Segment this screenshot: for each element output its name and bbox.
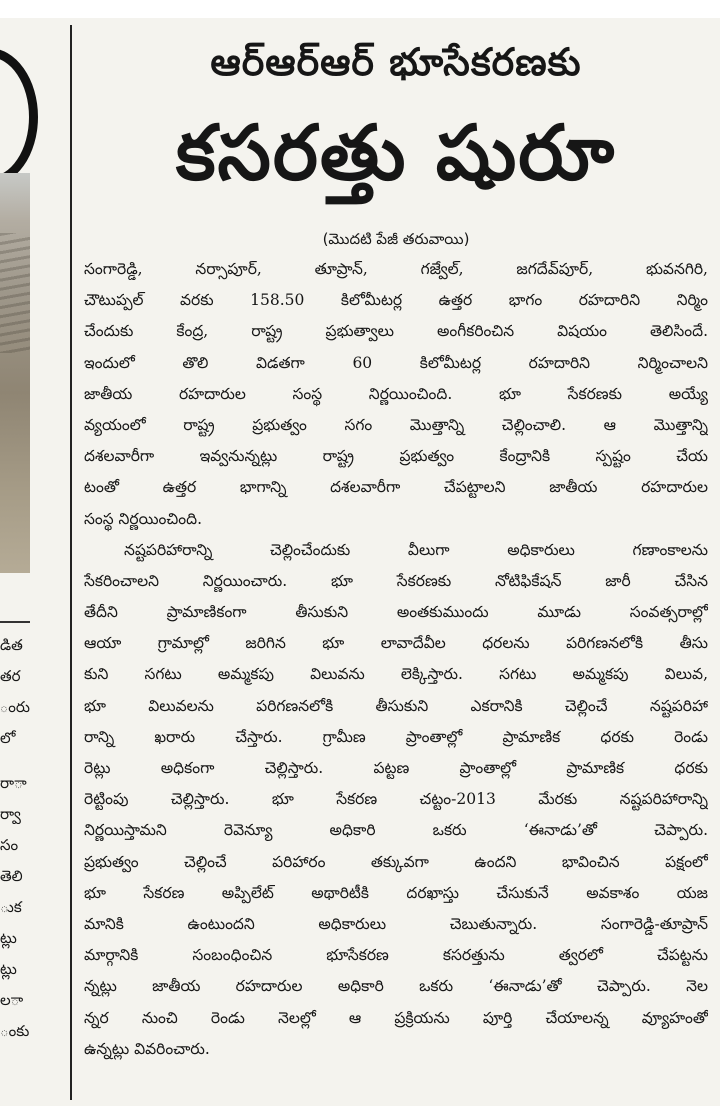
text-fragment: ాల — [0, 991, 24, 1009]
text-fragment: ుక — [0, 898, 22, 916]
top-margin — [0, 0, 720, 18]
text-line: కుని సగటు అమ్మకపు విలువను లెక్కిస్తారు. సగటు అమ్మకపు విలువ, — [84, 665, 708, 684]
text-fragment: ర్వా — [0, 805, 21, 823]
text-line: రెట్టింపు చెల్లిస్తారు. భూ సేకరణ చట్టం-2013 మేరకు నష్టపరిహారాన్ని — [84, 790, 708, 809]
text-line: చేందుకు కేంద్ర, రాష్ట్ర ప్రభుత్వాలు అంగీకరించిన విషయం తెలిసిందే. — [84, 322, 708, 341]
adjacent-column — [0, 18, 62, 1108]
text-line: వ్యయంలో రాష్ట్ర ప్రభుత్వం సగం మొత్తాన్ని చెల్లించాలి. ఆ మొత్తాన్ని — [84, 415, 708, 434]
text-fragment: ారా — [0, 774, 27, 792]
text-fragment: డిత — [0, 636, 23, 654]
adjacent-headline-fragment — [0, 48, 38, 186]
bottom-margin — [0, 1106, 720, 1120]
text-line: ఇందులో తొలి విడతగా 60 కిలోమీటర్ల రహదారిని నిర్మించాలని — [84, 353, 708, 372]
text-fragment: ట్లు — [0, 960, 17, 978]
text-line: నిర్ణయిస్తామని రెవెన్యూ అధికారి ఒకరు ‘ఈనాడు’తో చెప్పారు. — [84, 821, 708, 840]
text-fragment: లో — [0, 729, 16, 747]
text-line: సంస్థ నిర్ణయించింది. — [84, 509, 203, 528]
text-line: రాన్ని ఖరారు చేస్తారు. గ్రామీణ ప్రాంతాల్లో ప్రామాణిక ధరకు రెండు — [84, 727, 708, 746]
text-line: న్నర నుంచి రెండు నెలల్లో ఆ ప్రక్రియను పూర్తి చేయాలన్న వ్యూహంతో — [84, 1008, 708, 1027]
text-line: భూ సేకరణ అప్పిలేట్‌ అథారిటీకి దరఖాస్తు చేసుకునే అవకాశం యజ — [84, 883, 708, 902]
text-line: టంతో ఉత్తర భాగాన్ని దశలవారీగా చేపట్టాలని జాతీయ రహదారుల — [84, 478, 708, 497]
text-fragment: ట్లు — [0, 929, 17, 947]
text-line: సంగారెడ్డి, నర్సాపూర్‌, తూప్రాన్‌, గజ్వేల్‌, జగదేవ్‌పూర్‌, భువనగిరి, — [84, 260, 708, 278]
text-line: చౌటుప్పల్‌ వరకు 158.50 కిలోమీటర్ల ఉత్తర భాగం రహదారిని నిర్మిం — [84, 291, 708, 310]
text-line: సేకరించాలని నిర్ణయించారు. భూ సేకరణకు నోటిఫికేషన్‌ జారీ చేసిన — [84, 571, 708, 590]
paragraph-1 — [84, 254, 708, 535]
text-line: ఉన్నట్లు వివరించారు. — [84, 1039, 210, 1058]
adjacent-rule — [0, 621, 30, 623]
column-divider — [70, 25, 72, 1100]
text-line: ఆయా గ్రామాల్లో జరిగిన భూ లావాదేవీల ధరలను పరిగణనలోకి తీసు — [84, 634, 708, 653]
text-fragment: ంకు — [0, 1022, 30, 1040]
text-line: న్నట్లు జాతీయ రహదారుల అధికారి ఒకరు ‘ఈనాడు’తో చెప్పారు. నెల — [84, 977, 708, 996]
text-line: మానికి ఉంటుందని అధికారులు చెబుతున్నారు. సంగారెడ్డి-తూప్రాన్‌ — [84, 914, 708, 933]
text-line: జాతీయ రహదారుల సంస్థ నిర్ణయించింది. భూ సేకరణకు అయ్యే — [84, 384, 708, 403]
paragraph-2 — [84, 535, 708, 1065]
news-article — [84, 22, 708, 1065]
text-line: తేదీని ప్రామాణికంగా తీసుకుని అంతకుముందు మూడు సంవత్సరాల్లో — [84, 603, 708, 622]
continued-note: (మొదటి పేజీ తరువాయి) — [322, 230, 470, 248]
adjacent-photo — [0, 173, 30, 573]
adjacent-text — [0, 630, 30, 1047]
text-line: నష్టపరిహారాన్ని చెల్లించేందుకు వీలుగా అధికారులు గణాంకాలను — [124, 540, 708, 559]
article-body — [84, 254, 708, 1065]
text-line: ప్రభుత్వం చెల్లించే పరిహారం తక్కువగా ఉందని భావించిన పక్షంలో — [84, 852, 708, 871]
text-line: రెట్లు అధికంగా చెల్లిస్తారు. పట్టణ ప్రాంతాల్లో ప్రామాణిక ధరకు — [84, 759, 708, 777]
text-line: దశలవారీగా ఇవ్వనున్నట్లు రాష్ట్ర ప్రభుత్వం కేంద్రానికి స్పష్టం చేయ — [84, 447, 708, 466]
text-fragment: ంరు — [0, 698, 30, 716]
text-fragment: తర — [0, 667, 21, 685]
headline-main: కసరత్తు షురూ — [175, 108, 617, 197]
fragment-gap — [0, 754, 30, 768]
text-fragment: సం — [0, 836, 19, 854]
text-fragment: తెలి — [0, 867, 23, 885]
text-line: భూ విలువలను పరిగణనలోకి తీసుకుని ఎకరానికి చెల్లించే నష్టపరిహా — [84, 696, 708, 715]
headline-kicker: ఆర్‌ఆర్‌ఆర్‌ భూసేకరణకు — [210, 40, 582, 84]
text-line: మార్గానికి సంబంధించిన భూసేకరణ కసరత్తును త్వరలో చేపట్టను — [84, 946, 708, 965]
